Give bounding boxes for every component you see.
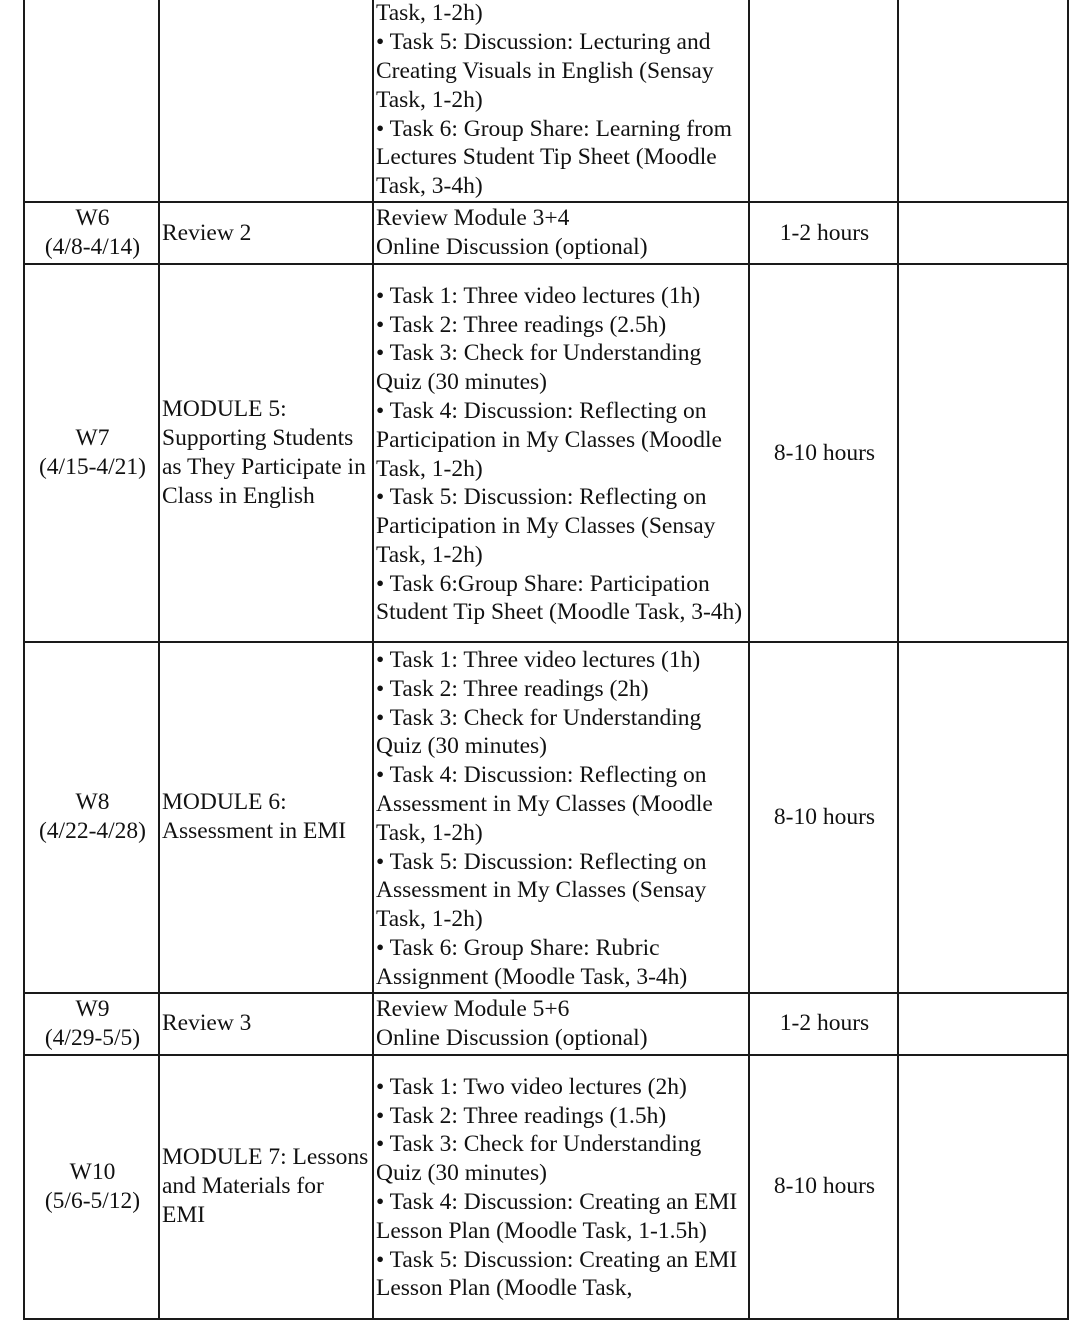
- hours-value: 8-10 hours: [773, 439, 876, 466]
- task-item: • Task 3: Check for Understanding Quiz (30 minutes): [376, 1131, 702, 1187]
- tasks-cell: [373, 993, 749, 1055]
- notes-cell: [898, 0, 1068, 202]
- week-dates: (4/29-5/5): [44, 1024, 141, 1051]
- hours-cell: [749, 0, 898, 202]
- module-title: MODULE 5: Supporting Students as They Participate in Class in English: [162, 396, 366, 509]
- task-item: • Task 4: Discussion: Reflecting on Assessment in My Classes (Moodle Task, 1-2h): [376, 762, 713, 846]
- notes-cell: [898, 1055, 1068, 1319]
- task-item: Online Discussion (optional): [376, 234, 648, 260]
- notes-cell: [898, 202, 1068, 264]
- task-item: • Task 4: Discussion: Reflecting on Participation in My Classes (Moodle Task, 1-2h): [376, 397, 722, 482]
- week-dates: (4/8-4/14): [44, 234, 141, 260]
- module-title: MODULE 7: Lessons and Materials for EMI: [162, 1144, 369, 1228]
- module-cell: [159, 1055, 373, 1319]
- task-item: • Task 5: Discussion: Reflecting on Assessment in My Classes (Sensay Task, 1-2h): [376, 848, 707, 933]
- tasks-cell: [373, 0, 749, 202]
- hours-value: 1-2 hours: [779, 219, 870, 246]
- tasks-cell: [373, 202, 749, 264]
- week-label: W6: [75, 205, 110, 232]
- week-cell: [24, 264, 159, 642]
- task-item: • Task 5: Discussion: Reflecting on Participation in My Classes (Sensay Task, 1-2h): [376, 484, 716, 568]
- hours-cell: [749, 642, 898, 993]
- module-title: Review 3: [162, 1010, 252, 1037]
- table-row: [24, 0, 1068, 202]
- week-dates: (4/15-4/21): [38, 454, 147, 480]
- week-label: W7: [75, 425, 110, 452]
- task-item: • Task 1: Three video lectures (1h): [376, 647, 701, 673]
- week-dates: (5/6-5/12): [44, 1187, 141, 1214]
- task-item: • Task 6:Group Share: Participation Student Tip Sheet (Moodle Task, 3-4h): [376, 570, 743, 626]
- module-title: MODULE 6: Assessment in EMI: [162, 789, 347, 845]
- task-item: • Task 3: Check for Understanding Quiz (30 minutes): [376, 704, 702, 760]
- hours-cell: [749, 993, 898, 1055]
- module-cell: [159, 264, 373, 642]
- hours-value: 8-10 hours: [773, 1173, 876, 1200]
- task-item: • Task 6: Group Share: Learning from Lectures Student Tip Sheet (Moodle Task, 3-4h): [376, 115, 732, 200]
- task-item: • Task 5: Discussion: Lecturing and Creating Visuals in English (Sensay Task, 1-2h): [376, 29, 714, 113]
- notes-cell: [898, 642, 1068, 993]
- task-item: • Task 1: Two video lectures (2h): [376, 1073, 687, 1100]
- week-dates: (4/22-4/28): [38, 818, 147, 845]
- task-item: • Task 4: Discussion: Creating an EMI Lesson Plan (Moodle Task, 1-1.5h): [376, 1189, 738, 1244]
- tasks-cell: [373, 642, 749, 993]
- table-row: [24, 1055, 1068, 1319]
- table-row: [24, 202, 1068, 264]
- week-cell: [24, 1055, 159, 1319]
- task-item: Online Discussion (optional): [376, 1024, 648, 1051]
- tasks-cell: [373, 264, 749, 642]
- task-item: • Task 2: Three readings (2h): [376, 675, 649, 702]
- week-label: W10: [69, 1158, 116, 1185]
- table-row: [24, 642, 1068, 993]
- hours-cell: [749, 264, 898, 642]
- task-item: • Task 6: Group Share: Rubric Assignment (Moodle Task, 3-4h): [376, 934, 688, 990]
- task-item: • Task 2: Three readings (1.5h): [376, 1102, 667, 1129]
- hours-cell: [749, 202, 898, 264]
- notes-cell: [898, 993, 1068, 1055]
- week-label: W8: [75, 789, 110, 816]
- task-item: • Task 1: Three video lectures (1h): [376, 282, 701, 309]
- task-item: Review Module 3+4: [376, 205, 570, 232]
- module-title: Review 2: [162, 219, 252, 246]
- task-item: Review Module 5+6: [376, 995, 570, 1022]
- task-item: • Task 2: Three readings (2.5h): [376, 311, 667, 338]
- module-cell: [159, 642, 373, 993]
- week-cell: [24, 202, 159, 264]
- task-item: • Task 5: Discussion: Creating an EMI Lesson Plan (Moodle Task,: [376, 1246, 738, 1302]
- module-cell: [159, 0, 373, 202]
- hours-cell: [749, 1055, 898, 1319]
- week-cell: [24, 0, 159, 202]
- task-item: • Task 3: Check for Understanding Quiz (30 minutes): [376, 340, 702, 396]
- notes-cell: [898, 264, 1068, 642]
- hours-value: 8-10 hours: [773, 803, 876, 830]
- module-cell: [159, 993, 373, 1055]
- table-row: [24, 264, 1068, 642]
- week-cell: [24, 993, 159, 1055]
- week-cell: [24, 642, 159, 993]
- module-cell: [159, 202, 373, 264]
- week-label: W9: [75, 995, 110, 1022]
- table-row: [24, 993, 1068, 1055]
- task-item: Task, 1-2h): [376, 0, 483, 27]
- hours-value: 1-2 hours: [779, 1010, 870, 1037]
- course-schedule-table: [23, 0, 1069, 1320]
- tasks-cell: [373, 1055, 749, 1319]
